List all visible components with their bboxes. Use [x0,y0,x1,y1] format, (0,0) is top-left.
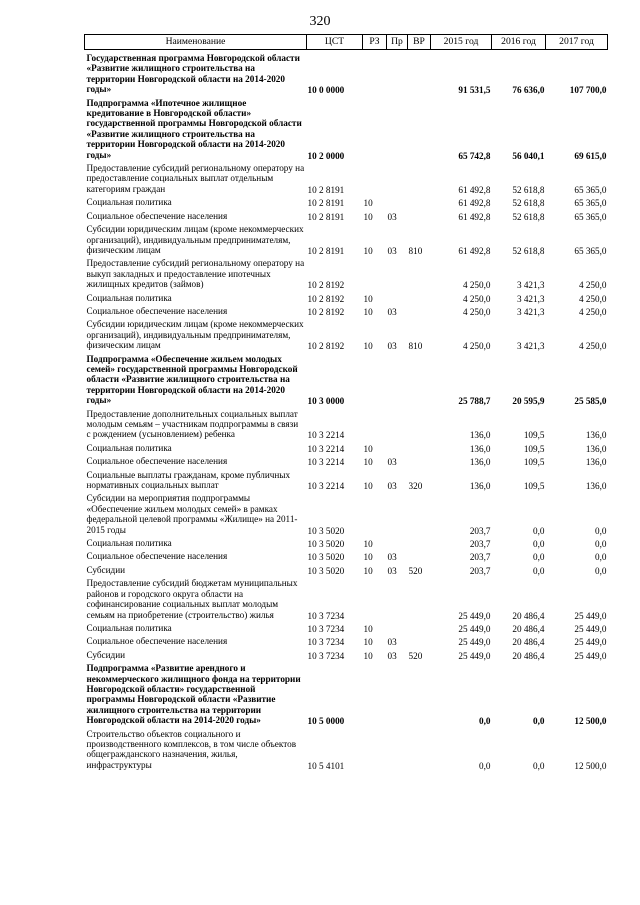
cell-y2017: 107 700,0 [569,85,607,96]
cell-y2017: 0,0 [595,525,607,536]
cell-rz: 10 [363,481,373,492]
col-header-vr: ВР [408,35,431,50]
cell-y2015: 136,0 [469,443,491,454]
cell-vr [408,491,431,536]
table-row [85,195,608,208]
cell-name: Социальная политика [86,197,172,208]
cell-y2015: 91 531,5 [458,85,491,96]
cell-y2016: 3 421,3 [516,280,545,291]
cell-y2015: 65 742,8 [458,150,491,161]
table-row [85,549,608,562]
cell-y2017: 4 250,0 [578,341,607,352]
cell-y2016: 109,5 [523,457,545,468]
cell-pr [387,50,408,96]
cell-name: Строительство объектов социального и производственного комплексов, в том числе объектов общегражданского назначения, жилья, инфраструктуры [86,728,297,770]
cell-y2015: 25 449,0 [458,637,491,648]
cell-rz: 10 [363,245,373,256]
table-row [85,727,608,772]
cell-cst: 10 3 7234 [307,637,345,648]
cell-y2015: 4 250,0 [462,280,491,291]
cell-pr [387,661,408,726]
cell-rz: 10 [363,457,373,468]
table-row [85,441,608,454]
cell-y2016: 20 486,4 [512,637,545,648]
cell-y2015: 61 492,8 [458,184,491,195]
cell-vr [408,536,431,549]
cell-y2017: 25 449,0 [574,637,607,648]
cell-y2016: 0,0 [533,716,545,727]
cell-pr [387,621,408,634]
table-row [85,96,608,161]
table-row [85,468,608,492]
cell-name: Социальное обеспечение населения [86,636,228,647]
cell-name: Субсидии [86,564,126,575]
cell-pr [387,195,408,208]
cell-vr [408,407,431,441]
cell-y2015: 203,7 [469,539,491,550]
cell-rz [363,161,387,195]
cell-name: Предоставление дополнительных социальных выплат молодым семьям – участникам подпрограммы в связи с рождением (усыновлением) ребенка [86,408,299,440]
cell-y2016: 109,5 [523,481,545,492]
cell-pr: 03 [387,481,397,492]
cell-y2017: 0,0 [595,539,607,550]
cell-pr [387,576,408,621]
cell-y2015: 136,0 [469,457,491,468]
cell-rz [363,96,387,161]
cell-cst: 10 2 8191 [307,184,345,195]
cell-y2017: 69 615,0 [574,150,607,161]
cell-vr: 320 [408,481,423,492]
cell-vr: 520 [408,565,423,576]
cell-cst: 10 5 4101 [307,760,345,771]
cell-vr [408,256,431,290]
cell-pr: 03 [387,245,397,256]
cell-name: Предоставление субсидий региональному оператору на выкуп закладных и предоставление ипотечных жилищных кредитов (займов) [86,258,305,290]
cell-y2015: 4 250,0 [462,293,491,304]
cell-name: Социальные выплаты гражданам, кроме публичных нормативных социальных выплат [86,469,291,491]
col-header-2017: 2017 год [546,35,608,50]
table-row [85,222,608,256]
cell-vr [408,209,431,222]
cell-y2016: 52 618,8 [512,198,545,209]
cell-y2017: 25 449,0 [574,650,607,661]
cell-pr: 03 [387,306,397,317]
table-body [85,50,608,772]
cell-y2017: 136,0 [585,443,607,454]
cell-cst: 10 3 5020 [307,565,345,576]
cell-pr [387,491,408,536]
cell-cst: 10 2 8191 [307,245,345,256]
col-header-2016: 2016 год [492,35,546,50]
cell-y2016: 0,0 [533,539,545,550]
cell-cst: 10 0 0000 [307,85,345,96]
table-row [85,352,608,407]
table-row [85,256,608,290]
cell-pr: 03 [387,457,397,468]
cell-pr: 03 [387,552,397,563]
cell-cst: 10 3 7234 [307,650,345,661]
cell-cst: 10 3 2214 [307,457,345,468]
cell-vr [408,576,431,621]
cell-cst: 10 2 8191 [307,198,345,209]
table-header [85,35,608,50]
cell-name: Социальная политика [86,442,172,453]
cell-pr: 03 [387,650,397,661]
cell-y2016: 109,5 [523,430,545,441]
cell-vr [408,441,431,454]
cell-rz: 10 [363,565,373,576]
cell-y2017: 65 365,0 [574,184,607,195]
cell-y2017: 65 365,0 [574,198,607,209]
table-row [85,161,608,195]
cell-y2016: 76 636,0 [512,85,545,96]
cell-pr [387,441,408,454]
cell-name: Предоставление субсидий региональному оператору на предоставление социальных выплат отдельным категориям граждан [86,163,305,194]
budget-table [84,34,608,771]
cell-cst: 10 2 8192 [307,293,345,304]
cell-y2017: 65 365,0 [574,245,607,256]
cell-cst: 10 3 5020 [307,539,345,550]
table-row [85,291,608,304]
cell-vr [408,621,431,634]
cell-y2015: 0,0 [479,760,491,771]
cell-y2015: 61 492,8 [458,198,491,209]
cell-pr [387,727,408,772]
table-row [85,50,608,96]
cell-y2016: 0,0 [533,525,545,536]
cell-y2017: 4 250,0 [578,306,607,317]
table-row [85,621,608,634]
table-row [85,563,608,576]
cell-y2016: 20 486,4 [512,650,545,661]
cell-y2015: 25 788,7 [458,396,491,407]
cell-y2016: 20 595,9 [512,396,545,407]
cell-y2017: 4 250,0 [578,280,607,291]
cell-y2017: 12 500,0 [574,716,607,727]
cell-y2015: 4 250,0 [462,341,491,352]
cell-y2015: 25 449,0 [458,650,491,661]
cell-y2017: 25 449,0 [574,623,607,634]
cell-rz: 10 [363,443,373,454]
cell-cst: 10 3 2214 [307,443,345,454]
table-row [85,576,608,621]
cell-pr: 03 [387,341,397,352]
cell-y2015: 61 492,8 [458,211,491,222]
cell-cst: 10 2 0000 [307,150,345,161]
table-row [85,491,608,536]
cell-vr [408,549,431,562]
cell-cst: 10 2 8192 [307,280,345,291]
cell-rz [363,256,387,290]
cell-y2016: 109,5 [523,443,545,454]
cell-y2017: 12 500,0 [574,760,607,771]
cell-cst: 10 2 8192 [307,306,345,317]
cell-pr: 03 [387,637,397,648]
cell-rz [363,661,387,726]
cell-rz: 10 [363,637,373,648]
cell-name: Подпрограмма «Обеспечение жильем молодых семей» государственной программы Новгородской области «Развитие жилищного строительства на территории Новгородской области на 2014-2020 годы» [86,353,298,406]
cell-y2016: 52 618,8 [512,184,545,195]
cell-cst: 10 3 5020 [307,552,345,563]
cell-rz: 10 [363,293,373,304]
cell-y2015: 203,7 [469,565,491,576]
cell-pr: 03 [387,565,397,576]
cell-y2016: 20 486,4 [512,623,545,634]
col-header-name: Наименование [85,35,307,50]
cell-y2015: 61 492,8 [458,245,491,256]
cell-y2015: 25 449,0 [458,610,491,621]
cell-y2016: 20 486,4 [512,610,545,621]
cell-vr [408,634,431,647]
col-header-2015: 2015 год [431,35,492,50]
cell-cst: 10 3 7234 [307,610,345,621]
cell-y2015: 203,7 [469,525,491,536]
cell-rz: 10 [363,539,373,550]
cell-y2016: 3 421,3 [516,306,545,317]
cell-rz [363,407,387,441]
cell-vr [408,291,431,304]
cell-cst: 10 3 0000 [307,396,345,407]
cell-rz [363,727,387,772]
cell-name: Субсидии на мероприятия подпрограммы «Обеспечение жильем молодых семей» в рамках федеральной целевой программы «Жилище» на 2011-2015 годы [86,493,298,535]
cell-y2015: 4 250,0 [462,306,491,317]
cell-y2017: 25 449,0 [574,610,607,621]
cell-vr [408,727,431,772]
table-row [85,634,608,647]
cell-cst: 10 2 8192 [307,341,345,352]
cell-vr [408,304,431,317]
cell-rz: 10 [363,341,373,352]
cell-name: Субсидии [86,649,126,660]
cell-vr: 810 [408,245,423,256]
cell-y2016: 3 421,3 [516,341,545,352]
table-row [85,407,608,441]
cell-vr [408,352,431,407]
cell-vr [408,661,431,726]
cell-pr [387,161,408,195]
cell-rz: 10 [363,650,373,661]
table-row [85,317,608,351]
cell-pr [387,256,408,290]
table-row [85,648,608,661]
cell-y2015: 25 449,0 [458,623,491,634]
cell-rz [363,576,387,621]
cell-name: Социальное обеспечение населения [86,456,228,467]
table-row [85,536,608,549]
cell-y2016: 52 618,8 [512,245,545,256]
cell-cst: 10 5 0000 [307,716,345,727]
table-row [85,304,608,317]
cell-vr [408,96,431,161]
table-row [85,209,608,222]
cell-cst: 10 2 8191 [307,211,345,222]
cell-y2017: 136,0 [585,430,607,441]
cell-name: Подпрограмма «Развитие арендного и некоммерческого жилищного фонда на территории Новгородской области» государственной программы Новгородской области «Развитие жилищного строительства на территории Новгородской области на 2014-2020 годы» [86,663,301,726]
cell-rz: 10 [363,623,373,634]
cell-y2017: 0,0 [595,565,607,576]
cell-name: Социальное обеспечение населения [86,551,228,562]
cell-y2015: 0,0 [479,716,491,727]
cell-cst: 10 3 7234 [307,623,345,634]
cell-vr: 810 [408,341,423,352]
cell-y2016: 0,0 [533,565,545,576]
cell-rz: 10 [363,306,373,317]
cell-vr [408,161,431,195]
cell-vr [408,454,431,467]
cell-pr: 03 [387,211,397,222]
col-header-rz: РЗ [363,35,387,50]
cell-pr [387,352,408,407]
cell-y2016: 52 618,8 [512,211,545,222]
cell-name: Предоставление субсидий бюджетам муниципальных районов и городского округа области на софинансирование социальных выплат молодым семьям на приобретение (строительство) жилья [86,578,298,620]
cell-rz: 10 [363,552,373,563]
cell-y2016: 3 421,3 [516,293,545,304]
cell-name: Социальная политика [86,538,172,549]
table-row [85,454,608,467]
cell-name: Социальная политика [86,292,172,303]
cell-rz: 10 [363,211,373,222]
cell-vr: 520 [408,650,423,661]
cell-name: Социальная политика [86,622,172,633]
cell-cst: 10 3 2214 [307,430,345,441]
cell-cst: 10 3 5020 [307,525,345,536]
cell-rz: 10 [363,198,373,209]
cell-y2017: 4 250,0 [578,293,607,304]
cell-y2015: 136,0 [469,481,491,492]
page-number: 320 [309,14,331,29]
cell-name: Подпрограмма «Ипотечное жилищное кредитование в Новгородской области» государственной программы Новгородской области «Развитие жилищного строительства на территории Новгородской области на 2014-2020 годы» [86,97,302,160]
cell-pr [387,407,408,441]
col-header-pr: Пр [387,35,408,50]
cell-y2016: 56 040,1 [512,150,545,161]
cell-y2015: 136,0 [469,430,491,441]
cell-name: Государственная программа Новгородской области «Развитие жилищного строительства на территории Новгородской области на 2014-2020 годы» [86,53,300,95]
cell-y2017: 136,0 [585,481,607,492]
table-row [85,661,608,726]
cell-rz [363,491,387,536]
cell-y2017: 65 365,0 [574,211,607,222]
col-header-cst: ЦСТ [307,35,363,50]
cell-name: Субсидии юридическим лицам (кроме некоммерческих организаций), индивидуальным предпринимателям, физическим лицам [86,319,304,351]
cell-pr [387,96,408,161]
cell-pr [387,536,408,549]
cell-name: Социальное обеспечение населения [86,305,228,316]
cell-y2017: 136,0 [585,457,607,468]
cell-pr [387,291,408,304]
cell-cst: 10 3 2214 [307,481,345,492]
cell-y2016: 0,0 [533,552,545,563]
cell-vr [408,50,431,96]
cell-name: Субсидии юридическим лицам (кроме некоммерческих организаций), индивидуальным предпринимателям, физическим лицам [86,224,304,255]
cell-name: Социальное обеспечение населения [86,210,228,221]
cell-y2017: 25 585,0 [574,396,607,407]
cell-y2017: 0,0 [595,552,607,563]
cell-rz [363,352,387,407]
cell-rz [363,50,387,96]
cell-y2015: 203,7 [469,552,491,563]
cell-vr [408,195,431,208]
cell-y2016: 0,0 [533,760,545,771]
